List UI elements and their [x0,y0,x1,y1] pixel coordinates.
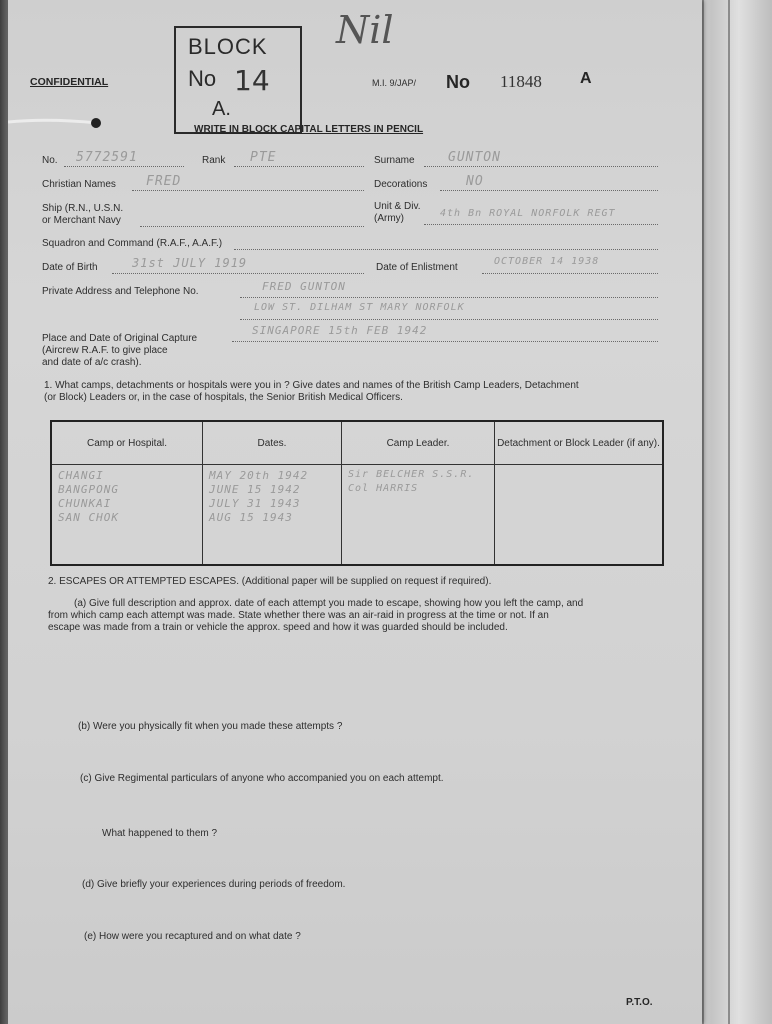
dob-value: 31st JULY 1919 [132,256,248,270]
handwritten-nil: Nil [336,8,394,52]
question-2a-line-1: (a) Give full description and approx. date of each attempt you made to escape, showing how you left the camp, and [74,598,584,609]
question-2c: (c) Give Regimental particulars of anyone who accompanied you on each attempt. [80,773,444,784]
form-reference: M.I. 9/JAP/ [372,78,417,88]
address-label: Private Address and Telephone No. [42,286,199,297]
decorations-value: NO [466,174,484,189]
leader-entry: Sir BELCHER S.S.R. [348,469,475,480]
camp-entry: SAN CHOK [58,511,119,524]
question-2e: (e) How were you recaptured and on what date ? [84,931,301,942]
confidential-label: CONFIDENTIAL [30,76,109,88]
rank-label: Rank [202,155,226,166]
block-no-label: No [188,66,217,91]
detachment-cell [495,465,664,566]
leader-entry: Col HARRIS [348,483,419,494]
block-letter: A. [212,98,231,120]
no-label: No. [42,155,58,166]
column-header-dates: Dates. [203,421,342,465]
question-2a-line-3: escape was made from a train or vehicle the approx. speed and how it was guarded should be included. [48,622,508,633]
date-entry: MAY 20th 1942 [209,469,309,482]
no-value: 5772591 [76,150,138,165]
date-entry: AUG 15 1943 [209,511,293,524]
surname-label: Surname [374,155,415,166]
instruction-text: WRITE IN BLOCK CAPITAL LETTERS IN PENCIL [194,124,424,135]
unit-value: 4th Bn ROYAL NORFOLK REGT [440,208,616,219]
camp-entry: CHANGI [58,469,104,482]
question-2-heading: 2. ESCAPES OR ATTEMPTED ESCAPES. (Additional paper will be supplied on request if required). [48,576,492,587]
document-sheet [8,0,702,1024]
question-2d: (d) Give briefly your experiences during periods of freedom. [82,879,346,890]
surname-value: GUNTON [448,150,501,165]
rank-value: PTE [250,150,277,165]
date-entry: JULY 31 1943 [209,497,301,510]
date-entry: JUNE 15 1942 [209,483,301,496]
question-1-line-1: 1. What camps, detachments or hospitals were you in ? Give dates and names of the British Camp Leaders, Detachment [44,380,579,391]
column-header-detachment-leader: Detachment or Block Leader (if any). [495,421,664,465]
dob-label: Date of Birth [42,262,98,273]
address-value-2: LOW ST. DILHAM ST MARY NORFOLK [254,302,465,313]
capture-label-3: and date of a/c crash). [42,357,142,368]
question-1-line-2: (or Block) Leaders or, in the case of hospitals, the Senior British Medical Officers. [44,392,403,403]
christian-names-label: Christian Names [42,179,116,190]
decorations-label: Decorations [374,179,428,190]
address-value-1: FRED GUNTON [262,280,346,293]
unit-label-1: Unit & Div. [374,201,421,212]
camp-entry: BANGPONG [58,483,119,496]
capture-value: SINGAPORE 15th FEB 1942 [252,324,428,337]
ship-label-2: or Merchant Navy [42,215,121,226]
pto-label: P.T.O. [626,997,653,1008]
capture-label-2: (Aircrew R.A.F. to give place [42,345,168,356]
question-2b: (b) Were you physically fit when you made these attempts ? [78,721,343,732]
christian-names-value: FRED [146,174,182,189]
serial-no-label: No [446,72,470,92]
block-no-value: 14 [234,64,270,97]
camp-entry: CHUNKAI [58,497,112,510]
binding-string [8,116,106,130]
question-2c-followup: What happened to them ? [102,828,218,839]
enlistment-value: OCTOBER 14 1938 [494,256,600,267]
block-label: BLOCK [188,34,268,59]
question-2a-line-2: from which camp each attempt was made. State whether there was an air-raid in progress at the time or not. If an [48,610,549,621]
camps-cell [51,465,203,566]
camps-table [50,420,664,566]
dates-cell [203,465,342,566]
enlistment-label: Date of Enlistment [376,262,458,273]
serial-suffix: A [580,70,592,87]
leader-cell [342,465,495,566]
column-header-camp: Camp or Hospital. [51,421,203,465]
capture-label-1: Place and Date of Original Capture [42,333,198,344]
ship-label-1: Ship (R.N., U.S.N. [42,203,124,214]
unit-label-2: (Army) [374,213,404,224]
column-header-camp-leader: Camp Leader. [342,421,495,465]
block-stamp-box [174,26,302,134]
serial-number: 11848 [500,72,542,91]
squadron-label: Squadron and Command (R.A.F., A.A.F.) [42,238,223,249]
